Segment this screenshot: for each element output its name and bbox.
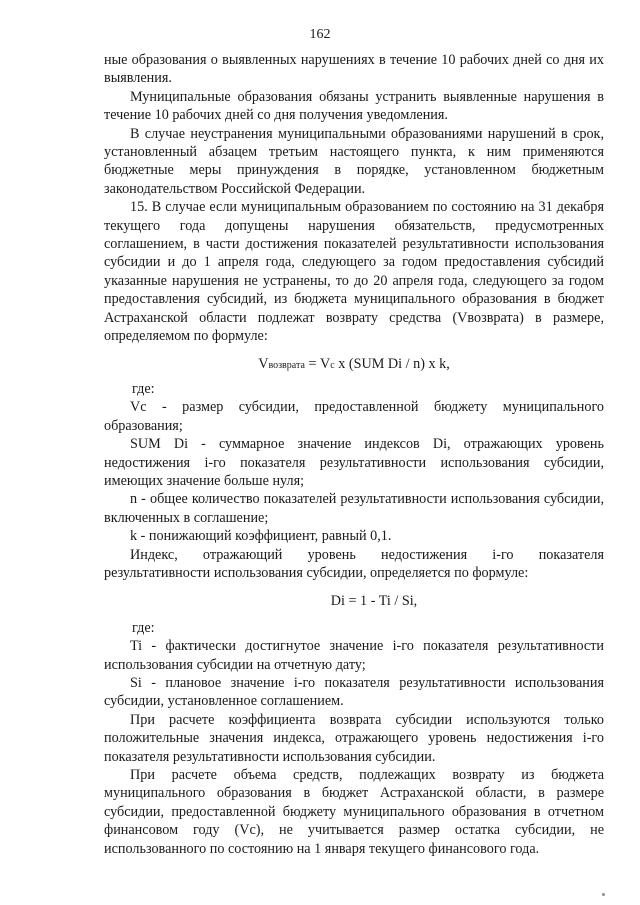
paragraph-item-15: 15. В случае если муниципальным образованием по состоянию на 31 декабря текущего года допущены нарушения обязательств, предусмотренных соглашением, в части достижения показателей результативности использования субсидии и до 1 апреля года, следующего за годом предоставления субсидий указанные нарушения не устранены, то до 20 апреля года, следующего за годом предоставления субсидий, из бюджета муниципального образования в бюджет Астраханской области подлежат возврату средства (Vвозврата) в размере, определяемом по формуле: <box>104 199 604 345</box>
definition-n: n - общее количество показателей результативности использования субсидии, включенных в соглашение; <box>104 491 604 526</box>
definition-si: Si - плановое значение i-го показателя результативности использования субсидии, установленное соглашением. <box>104 675 604 710</box>
formula-index: Di = 1 - Ti / Si, <box>330 593 418 610</box>
formula-refund: Vвозврата = Vc x (SUM Di / n) x k, <box>258 355 450 372</box>
definition-vc: Vc - размер субсидии, предоставленной бюджету муниципального образования; <box>104 399 604 434</box>
definition-k: k - понижающий коэффициент, равный 0,1. <box>130 528 392 545</box>
formula-sub-vozvrata: возврата <box>268 359 305 371</box>
paragraph-enforcement: В случае неустранения муниципальными образованиями нарушений в срок, установленный абзацем третьим настоящего пункта, к ним применяются бюджетные меры принуждения в порядке, установленном бюджетным законодательством Российской Федерации. <box>104 125 604 197</box>
paragraph-obligation: Муниципальные образования обязаны устранить выявленные нарушения в течение 10 рабочих дней со дня получения уведомления. <box>104 88 604 124</box>
paragraph-refund-calculation: При расчете объема средств, подлежащих возврату из бюджета муниципального образования в бюджет Астраханской области, в размере субсидии, предоставленной бюджету муниципального образования в отчетном финансовом году (Vc), не учитывается размер остатка субсидии, не использованного по состоянию на 1 января текущего финансового года. <box>104 767 604 857</box>
formula-sub-c: c <box>330 359 335 371</box>
where-label-2: где: <box>132 619 155 636</box>
paragraph-index-intro: Индекс, отражающий уровень недостижения i-го показателя результативности использования субсидии, определяется по формуле: <box>104 546 604 581</box>
paragraph-continuation: ные образования о выявленных нарушениях в течение 10 рабочих дней со дня их выявления. <box>104 52 604 87</box>
definition-ti: Ti - фактически достигнутое значение i-го показателя результативности использования субсидии на отчетную дату; <box>104 638 604 673</box>
definition-sum-di: SUM Di - суммарное значение индексов Di, отражающих уровень недостижения i-го показателя результативности использования субсидии, имеющих значение больше нуля; <box>104 436 604 489</box>
page-number: 162 <box>309 27 331 42</box>
paragraph-positive-values: При расчете коэффициента возврата субсидии используются только положительные значения индекса, отражающего уровень недостижения i-го показателя результативности использования субсидии. <box>104 711 604 765</box>
document-body <box>104 51 604 858</box>
scan-speck <box>602 893 605 896</box>
where-label-1: где: <box>132 380 155 397</box>
